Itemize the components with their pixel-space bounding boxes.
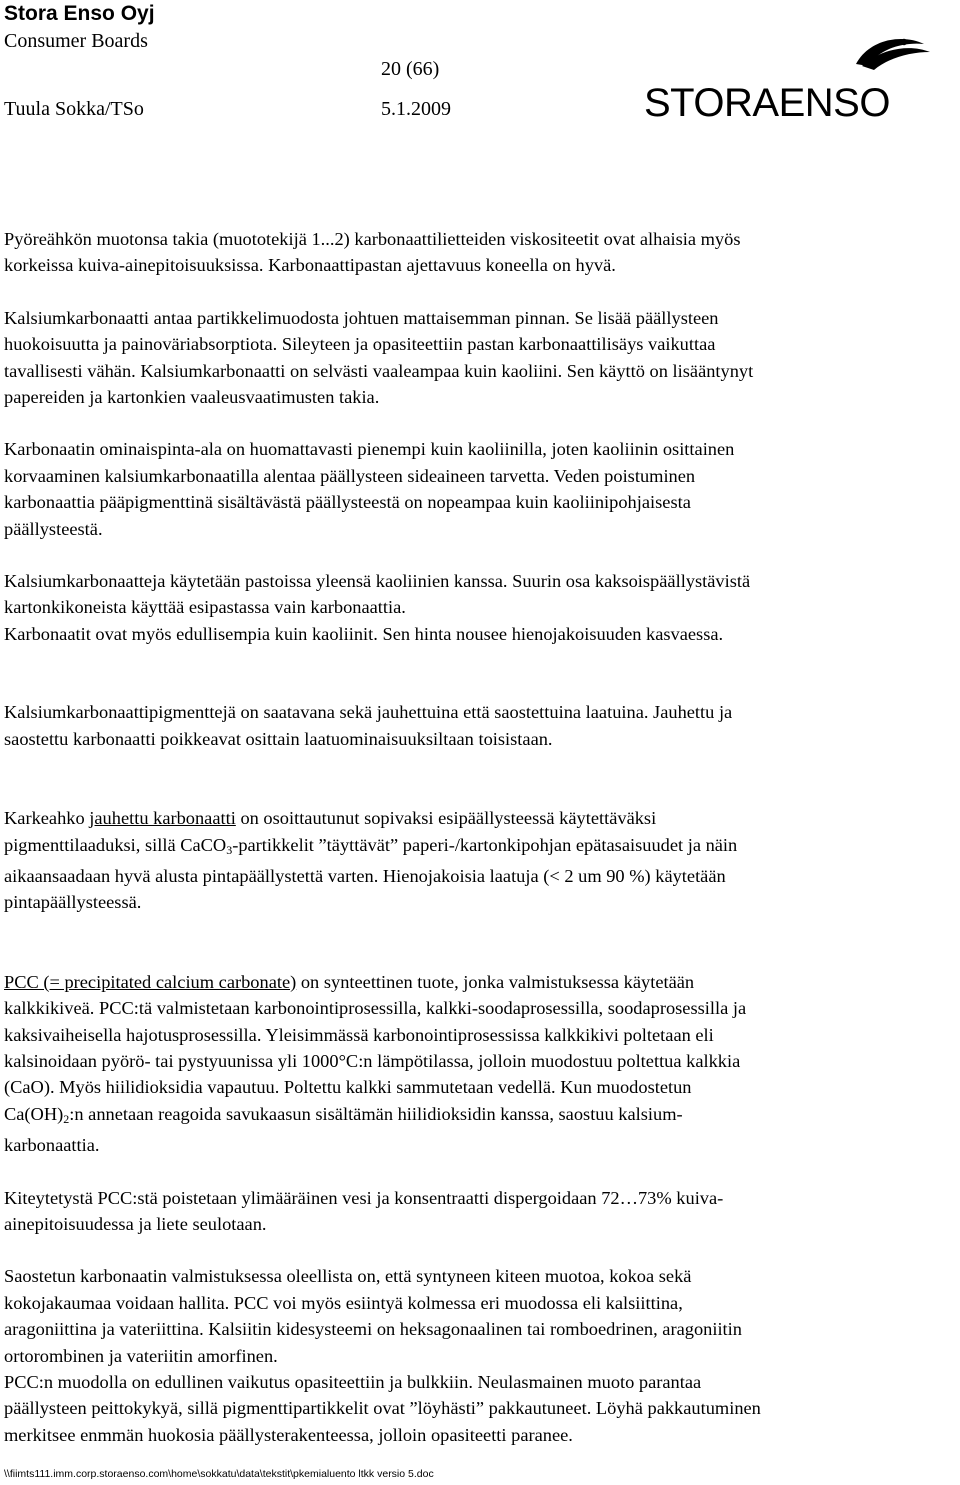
gcc-term: jauhettu karbonaatti bbox=[89, 808, 236, 829]
text-line: Kalsiumkarbonaatteja käytetään pastoissa yleensä kaoliinien kanssa. Suurin osa kaksoispäällystävistä bbox=[4, 571, 751, 592]
text-line: Kiteytetystä PCC:stä poistetaan ylimääräinen vesi ja konsentraatti dispergoidaan 72…73% kuiva- bbox=[4, 1187, 724, 1208]
paragraph-opacity bbox=[4, 1369, 956, 1448]
logo-text: STORAENSO bbox=[644, 81, 890, 124]
text-line: Kalsiumkarbonaatti antaa partikkelimuodosta johtuen mattaisemman pinnan. Se lisää päällysteen bbox=[4, 307, 719, 328]
text-line: Karbonaatit ovat myös edullisempia kuin kaoliinit. Sen hinta nousee hienojakoisuuden kasvaessa. bbox=[4, 623, 724, 644]
text-line: pigmenttilaaduksi, sillä CaCO bbox=[4, 834, 227, 855]
paragraph-dispersion bbox=[4, 1185, 956, 1238]
text-line: kaksivaiheisella hajotusprosessilla. Yleisimmässä karbonointiprosessissa kalkkikivi poltetaan eli bbox=[4, 1024, 714, 1045]
file-path-footer: \\fiimts111.imm.corp.storaenso.com\home\sokkatu\data\tekstit\pkemialuento ltkk versio 5.doc bbox=[4, 1468, 434, 1480]
text-line: kalkkikiveä. PCC:tä valmistetaan karbonointiprosessilla, kalkki-soodaprosessilla, soodaprosessilla ja bbox=[4, 998, 747, 1019]
text-line: aikaansaadaan hyvä alusta pintapäällystettä varten. Hienojakoisia laatuja (< 2 um 90 %) käytetään bbox=[4, 865, 726, 886]
text-line: karbonaattia. bbox=[4, 1135, 100, 1156]
text-line: on osoittautunut sopivaksi esipäällysteessä käytettäväksi bbox=[235, 808, 657, 829]
paragraph-gcc bbox=[4, 805, 956, 916]
text-line: :n annetaan reagoida savukaasun sisältämän hiilidioksidin kanssa, saostuu kalsium- bbox=[69, 1103, 683, 1124]
text-line: -partikkelit ”täyttävät” paperi-/kartonkipohjan epätasaisuudet ja näin bbox=[232, 834, 738, 855]
stora-enso-logo bbox=[642, 36, 954, 124]
text-line: huokoisuutta ja painoväriabsorptiota. Sileyteen ja opasiteettiin pastan karbonaattilisäys vaikuttaa bbox=[4, 334, 716, 355]
text-line: karbonaattia pääpigmenttinä sisältävästä päällysteestä on nopeampaa kuin kaoliinipohjaisesta bbox=[4, 492, 691, 513]
text-line: Kalsiumkarbonaattipigmenttejä on saatavana sekä jauhettuina että saostettuina laatuina. Jauhettu ja bbox=[4, 702, 733, 723]
text-line: korvaaminen kalsiumkarbonaatilla alentaa päällysteen sideaineen tarvetta. Veden poistuminen bbox=[4, 465, 696, 486]
text-line: kartonkikoneista käyttää esipastassa vain karbonaattia. bbox=[4, 597, 406, 618]
text-line: aragoniittina ja vateriittina. Kalsiitin kidesysteemi on heksagonaalinen tai romboedrinen, aragoniitin bbox=[4, 1319, 742, 1340]
text-line: päällysteen peittokykyä, sillä pigmenttipartikkelit ovat ”löyhästi” pakkautuneet. Löyhä pakkautuminen bbox=[4, 1398, 761, 1419]
document-date: 5.1.2009 bbox=[381, 98, 451, 120]
eye-icon bbox=[856, 39, 930, 70]
pcc-term: PCC (= precipitated calcium carbonate) bbox=[4, 971, 297, 992]
text-line: PCC:n muodolla on edullinen vaikutus opasiteettiin ja bulkkiin. Neulasmainen muoto parantaa bbox=[4, 1372, 702, 1392]
text-line: saostettu karbonaatti poikkeavat osittain laatuominaisuuksiltaan toisistaan. bbox=[4, 728, 553, 749]
text-line: merkitsee enmmän huokosia päällysterakenteessa, jolloin opasiteetti paranee. bbox=[4, 1424, 573, 1445]
text-line: Pyöreähkön muotonsa takia (muototekijä 1...2) karbonaattilietteiden viskositeetit ovat alhaisia myös bbox=[4, 229, 741, 249]
text-line: ortorombinen ja vateriitin amorfinen. bbox=[4, 1345, 278, 1366]
text-line: kokojakaumaa voidaan hallita. PCC voi myös esiintyä kolmessa eri muodossa eli kalsiittina, bbox=[4, 1292, 683, 1313]
text-line: Karbonaatin ominaispinta-ala on huomattavasti pienempi kuin kaoliinilla, joten kaoliinin osittainen bbox=[4, 439, 735, 460]
paragraph-pcc bbox=[4, 969, 956, 1159]
text-line: päällysteestä. bbox=[4, 518, 103, 539]
subscript: 2 bbox=[63, 1111, 70, 1126]
text-line: (CaO). Myös hiilidioksidia vapautuu. Poltettu kalkki sammutetaan vedellä. Kun muodostetun bbox=[4, 1077, 692, 1098]
text-line: ainepitoisuudessa ja liete seulotaan. bbox=[4, 1213, 267, 1234]
text-line: on synteettinen tuote, jonka valmistuksessa käytetään bbox=[296, 971, 695, 992]
subscript: 3 bbox=[226, 842, 233, 857]
paragraph-crystal-forms bbox=[4, 1263, 956, 1369]
department: Consumer Boards bbox=[4, 30, 148, 52]
text-line: Karkeahko bbox=[4, 808, 90, 829]
company-name: Stora Enso Oyj bbox=[4, 2, 155, 25]
document-body bbox=[4, 226, 956, 1448]
paragraph-viscosity bbox=[4, 226, 956, 279]
text-line: korkeissa kuiva-ainepitoisuuksissa. Karbonaattipastan ajettavuus koneella on hyvä. bbox=[4, 255, 616, 276]
author: Tuula Sokka/TSo bbox=[4, 98, 144, 120]
paragraph-pastes bbox=[4, 568, 956, 647]
text-line: kalsinoidaan pyörö- tai pystyuunissa yli 1000°C:n lämpötilassa, jolloin muodostuu poltettua kalkkia bbox=[4, 1050, 741, 1071]
page-number: 20 (66) bbox=[381, 58, 440, 80]
paragraph-surface bbox=[4, 305, 956, 411]
text-line: papereiden ja kartonkien vaaleusvaatimusten takia. bbox=[4, 387, 380, 408]
text-line: Saostetun karbonaatin valmistuksessa oleellista on, että syntyneen kiteen muotoa, kokoa sekä bbox=[4, 1266, 692, 1287]
text-line: tavallisesti vähän. Kalsiumkarbonaatti on selvästi vaaleampaa kuin kaoliini. Sen käyttö on lisääntynyt bbox=[4, 360, 754, 381]
text-line: Ca(OH) bbox=[4, 1103, 64, 1124]
paragraph-pigment-types bbox=[4, 699, 956, 752]
paragraph-surface-area bbox=[4, 436, 956, 542]
text-line: pintapäällysteessä. bbox=[4, 892, 142, 913]
